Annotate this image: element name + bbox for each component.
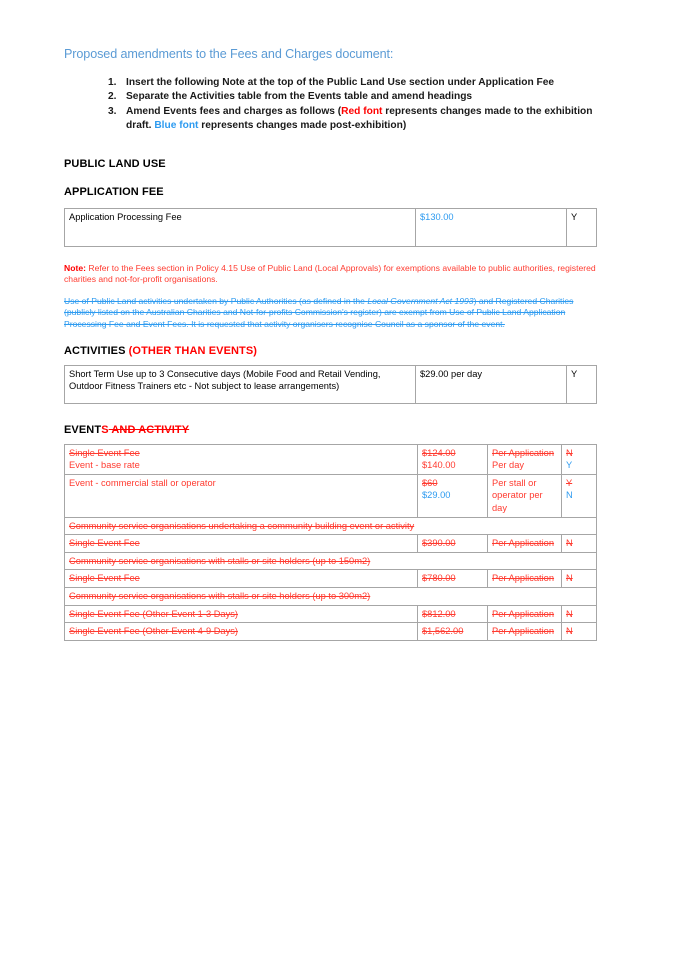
table-cell [488, 535, 562, 553]
table-cell [65, 208, 416, 246]
cell-text: $812.00 [422, 608, 456, 619]
page-title: Proposed amendments to the Fees and Charges document: [64, 47, 394, 61]
table-row-merged [65, 587, 597, 605]
table-cell [562, 474, 597, 517]
heading-application-fee: APPLICATION FEE [64, 185, 164, 198]
table-cell [65, 623, 418, 641]
amendment-text-part: Amend Events fees and charges as follows ( [126, 105, 342, 117]
note-paragraph-2-act-name: Local Government Act 1993 [367, 295, 474, 306]
heading-activities [64, 345, 596, 357]
cell-text: Y [566, 477, 573, 488]
table-row [65, 208, 597, 246]
heading-activities-black: ACTIVITIES [64, 344, 129, 357]
cell-text: Single Event Fee (Other Event 4-9 Days) [69, 626, 238, 637]
note-paragraph-2 [64, 296, 596, 331]
note-paragraph-1 [64, 263, 596, 286]
cell-text: Event - commercial stall or operator [69, 477, 216, 488]
cell-text: Community service organisations undertaking a community building event or activity [69, 520, 415, 531]
cell-text: $124.00 [422, 447, 456, 458]
table-cell [488, 570, 562, 588]
table-cell [418, 444, 488, 474]
cell-text: $780.00 [422, 573, 456, 584]
heading-events-s: S [101, 423, 109, 436]
amendment-text-part: Red font [341, 105, 383, 117]
cell-text: N [566, 538, 573, 549]
table-cell-merged [65, 552, 597, 570]
note-paragraph-2-part1: Use of Public Land activities undertaken by Public Authorities (as defined in the [64, 295, 368, 306]
cell-text: $130.00 [420, 211, 454, 222]
table-cell-merged [65, 587, 597, 605]
table-cell [418, 605, 488, 623]
amendments-list [64, 76, 596, 134]
document-content [64, 46, 596, 641]
cell-text: $390.00 [422, 538, 456, 549]
cell-text: Application Processing Fee [69, 211, 182, 222]
cell-text: $1,562.00 [422, 626, 464, 637]
table-cell [418, 474, 488, 517]
table-row [65, 605, 597, 623]
table-cell [65, 605, 418, 623]
cell-text: $29.00 [422, 490, 451, 501]
table-cell [65, 365, 416, 403]
table-cell [562, 570, 597, 588]
table-row [65, 474, 597, 517]
cell-text: Single Event Fee (Other Event 1-3 Days) [69, 608, 238, 619]
table-cell [418, 535, 488, 553]
heading-events-black: EVENT [64, 423, 102, 436]
table-row [65, 365, 597, 403]
table-row [65, 444, 597, 474]
cell-text: Single Event Fee [69, 447, 140, 458]
table-row-merged [65, 517, 597, 535]
note-paragraph-2-part2: ) and Registered Charities (publicly listed on the Australian Charities and Not-for-profits Commission's register) are exempt from Use of Public Land Application Processing Fee and Event Fees. It is requested that activity organisers recognise Council as a sponsor of the event. [64, 295, 574, 329]
amendment-item [108, 76, 596, 90]
table-cell [488, 623, 562, 641]
cell-text: N [566, 626, 573, 637]
cell-text: Single Event Fee [69, 538, 140, 549]
heading-events [64, 424, 596, 436]
cell-text: Per Application [492, 447, 555, 458]
cell-text: Short Term Use up to 3 Consecutive days (Mobile Food and Retail Vending, Outdoor Fitness Trainers etc - Not subject to lease arrangements) [69, 368, 381, 392]
cell-text: $29.00 per day [420, 368, 483, 379]
cell-text: Community service organisations with stalls or site holders (up to 150m2) [69, 555, 371, 566]
cell-text: Single Event Fee [69, 573, 140, 584]
application-fee-table [64, 208, 597, 247]
table-row [65, 570, 597, 588]
cell-text: N [566, 447, 573, 458]
table-cell-merged [65, 517, 597, 535]
cell-text: operator per day [492, 490, 543, 513]
cell-text: Y [566, 460, 573, 471]
table-row [65, 623, 597, 641]
events-table [64, 444, 597, 641]
table-cell [488, 444, 562, 474]
note-block [64, 263, 596, 331]
cell-text: Y [571, 211, 578, 222]
table-cell [567, 365, 597, 403]
cell-text: Per Application [492, 608, 555, 619]
amendment-text-part: Separate the Activities table from the Events table and amend headings [126, 91, 473, 103]
table-row-merged [65, 552, 597, 570]
cell-text: Event - base rate [69, 460, 140, 471]
table-cell [562, 623, 597, 641]
cell-text: Y [571, 368, 578, 379]
cell-text: N [566, 490, 573, 501]
amendment-text-part: Insert the following Note at the top of the Public Land Use section under Application Fee [126, 77, 555, 88]
table-cell [562, 444, 597, 474]
heading-public-land-use: PUBLIC LAND USE [64, 157, 166, 170]
amendment-text-part: represents changes made post-exhibition) [198, 120, 407, 132]
cell-text: Per Application [492, 626, 555, 637]
note-label: Note: [64, 262, 86, 273]
amendment-item [108, 90, 596, 104]
table-cell [562, 535, 597, 553]
cell-text: Community service organisations with stalls or site holders (up to 300m2) [69, 590, 371, 601]
cell-text: $140.00 [422, 460, 456, 471]
amendment-item [108, 105, 596, 134]
table-cell [488, 605, 562, 623]
table-row [65, 535, 597, 553]
table-cell [65, 444, 418, 474]
amendment-text-part: represents changes made to the exhibition draft. [126, 105, 593, 132]
table-cell [416, 208, 567, 246]
cell-text: Per Application [492, 573, 555, 584]
cell-text: Per day [492, 460, 525, 471]
note-paragraph-1-text: Refer to the Fees section in Policy 4.15 Use of Public Land (Local Approvals) for exemptions available to public authorities, registered charities and not-for-profit organisations. [64, 262, 596, 285]
cell-text: N [566, 608, 573, 619]
table-cell [65, 535, 418, 553]
table-cell [416, 365, 567, 403]
activities-table [64, 365, 597, 404]
table-cell [65, 570, 418, 588]
cell-text: Per stall or [492, 477, 537, 488]
heading-events-and-activity-struck: AND ACTIVITY [108, 423, 190, 436]
cell-text: $60 [422, 477, 438, 488]
table-cell [562, 605, 597, 623]
table-cell [567, 208, 597, 246]
heading-activities-red: (OTHER THAN EVENTS) [128, 344, 258, 357]
amendment-text-part: Blue font [154, 120, 199, 132]
cell-text: N [566, 573, 573, 584]
table-cell [65, 474, 418, 517]
cell-text: Per Application [492, 538, 555, 549]
table-cell [418, 570, 488, 588]
table-cell [488, 474, 562, 517]
table-cell [418, 623, 488, 641]
